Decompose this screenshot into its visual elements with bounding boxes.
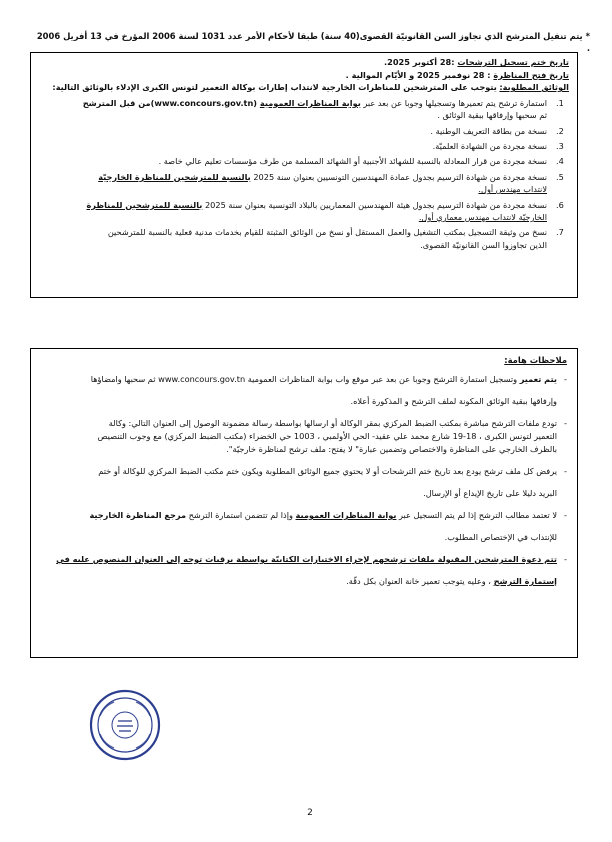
notes-box: [30, 348, 578, 658]
note-text: البريد دليلا على تاريخ الإيداع أو الإرسال.: [423, 488, 557, 498]
item-text: استمارة ترشح يتم تعميرها وتسجيلها وجوبا عن بعد عبر: [360, 97, 547, 108]
note-text: يرفض كل ملف ترشح يودع بعد تاريخ ختم الترشحات أو لا يحتوي جميع الوثائق المطلوبة ويكون ختم مكتب الضبط المركزي للوكالة أو ختم: [98, 466, 557, 476]
bullet: -: [564, 554, 567, 564]
page-number: 2: [307, 808, 313, 818]
bullet: -: [564, 466, 567, 476]
close-date-value: :28 أكتوبر 2025.: [384, 57, 455, 67]
exam-date-label: تاريخ فتح المناظرة: [493, 69, 569, 80]
item-text: نسخ من وثيقة التسجيل بمكتب التشغيل والعمل المستقل أو نسخ من الوثائق المثبتة للقيام بخدمات مدنية فعلية بالنسبة للمترشحين: [107, 227, 547, 238]
item-number: 5.: [556, 171, 564, 182]
note-text: التعمير لتونس الكبرى ، 18-19 شارع محمد علي عقيد- الحي الأولمبي ، 1003 حي الخضراء (مكتب الضبط المركزي) مع وجوب التنصيص: [97, 431, 557, 441]
notes-title: ملاحظات هامة:: [504, 355, 567, 365]
close-date-row: [37, 56, 569, 69]
note-emphasis: مرجع المناظرة الخارجية: [89, 510, 187, 520]
item-emphasis: بالنسبة للمترشحين للمناظرة الخارجيّة: [98, 171, 251, 182]
documents-list: [37, 97, 569, 251]
list-item: [37, 171, 564, 196]
item-text: نسخة مجردة من قرار المعادلة بالنسبة للشهائد الأجنبية أو الشهائد المسلمة من طرف مؤسسات تعليم عالي خاصة .: [158, 156, 547, 167]
note-text: لا تعتمد مطالب الترشح إذا لم يتم التسجيل عبر: [396, 510, 557, 520]
note-item: [39, 417, 567, 456]
top-note: * يتم تنفيل المترشح الذي تجاوز السن القانونيّة القصوى(40 سنة) طبقا لأحكام الأمر عدد 1031 لسنة 2006 المؤرخ في 13 أفريل 2006 .: [36, 31, 590, 53]
docs-intro: يتوجب على المترشحين للمناظرات الخارجية لانتداب إطارات بوكالة التعمير لتونس الكبرى الإدلاء بالوثائق التالية:: [52, 82, 497, 93]
docs-label: الوثائق المطلوبة:: [499, 82, 569, 93]
item-emphasis: الخارجيّة لانتداب مهندس معماري أول.: [418, 212, 547, 223]
item-text: الذين تجاوزوا السن القانونيّة القصوى.: [420, 239, 547, 250]
note-text: وتسجيل استمارة الترشح وجوبا عن بعد عبر موقع واب بوابة المناظرات العمومية www.concours.gov.tn ثم سحبها وامضاؤها: [90, 374, 518, 384]
item-emphasis: بالنسبة للمترشحين للمناظرة: [86, 199, 203, 210]
note-item: [39, 465, 567, 500]
item-number: 2.: [556, 125, 564, 136]
item-text: ثم سحبها وإرفاقها ببقية الوثائق .: [437, 110, 547, 121]
bullet: -: [564, 374, 567, 384]
list-item: [37, 140, 564, 152]
note-emphasis: تتم دعوة المترشحين المقبولة ملفات ترشحهم لإجراء الاختبارات الكتابيّة بواسطة برقيات توجه إلى العنوان المنصوص عليه في: [56, 554, 557, 564]
item-emphasis: لانتداب مهندس أول.: [478, 184, 547, 195]
list-item: [37, 226, 564, 251]
portal-name: بوابة المناظرات العمومية: [259, 97, 361, 108]
note-item: [39, 509, 567, 544]
note-item: [39, 373, 567, 408]
list-item: [37, 155, 564, 167]
note-text: وإرفاقها ببقية الوثائق المكونة لملف الترشح و المذكورة أعلاه.: [350, 396, 557, 406]
note-text: ، وعليه يتوجب تعمير خانة العنوان بكل دقّة.: [346, 576, 491, 586]
note-emphasis: يتم تعمير: [519, 374, 557, 384]
exam-date-value: : 28 نوفمبر 2025 و الأيّام الموالية .: [345, 69, 491, 80]
portal-url: (www.concours.gov.tn)من قبل المترشح: [82, 97, 260, 108]
requirements-box: [30, 52, 578, 298]
bullet: -: [564, 510, 567, 520]
list-item: [37, 125, 564, 137]
note-text: للإنتداب في الإختصاص المطلوب.: [444, 532, 557, 542]
note-emphasis: بوابة المناظرات العمومية: [295, 510, 397, 520]
note-text: تودع ملفات الترشح مباشرة بمكتب الضبط المركزي بمقر الوكالة أو ارسالها بواسطة رسالة مضمونة الوصول إلى العنوان التالي: وكالة: [108, 418, 557, 428]
note-item: [39, 553, 567, 588]
note-text: وإذا لم تتضمن استمارة الترشح: [186, 510, 296, 520]
item-text: نسخة مجردة من شهادة الترسيم بجدول هيئة المهندسين المعماريين بالبلاد التونسية بعنوان سنة 2025: [202, 199, 547, 210]
item-number: 1.: [556, 97, 564, 108]
item-number: 6.: [556, 199, 564, 210]
exam-date-row: [37, 69, 569, 82]
official-stamp: [88, 688, 162, 762]
item-text: نسخة من بطاقة التعريف الوطنية .: [430, 125, 547, 136]
close-date-label: تاريخ ختم تسجيل الترشحات: [457, 57, 569, 67]
item-text: نسخة مجردة من شهادة الترسيم بجدول عمادة المهندسين التونسيين بعنوان سنة 2025: [250, 171, 547, 182]
note-text: بالظرف الخارجي على المناظرة والاختصاص وتضمين عبارة" لا يفتح: ملف ترشح لمناظرة خارجيّة".: [226, 444, 557, 454]
note-emphasis: إستمارة الترشح: [493, 576, 557, 586]
bullet: -: [564, 418, 567, 428]
docs-heading: [37, 81, 569, 94]
list-item: [37, 199, 564, 224]
item-number: 3.: [556, 141, 564, 151]
item-text: نسخة مجردة من الشهادة العلميّة.: [432, 141, 547, 151]
list-item: [37, 97, 564, 122]
item-number: 4.: [556, 156, 564, 167]
item-number: 7.: [556, 227, 564, 238]
